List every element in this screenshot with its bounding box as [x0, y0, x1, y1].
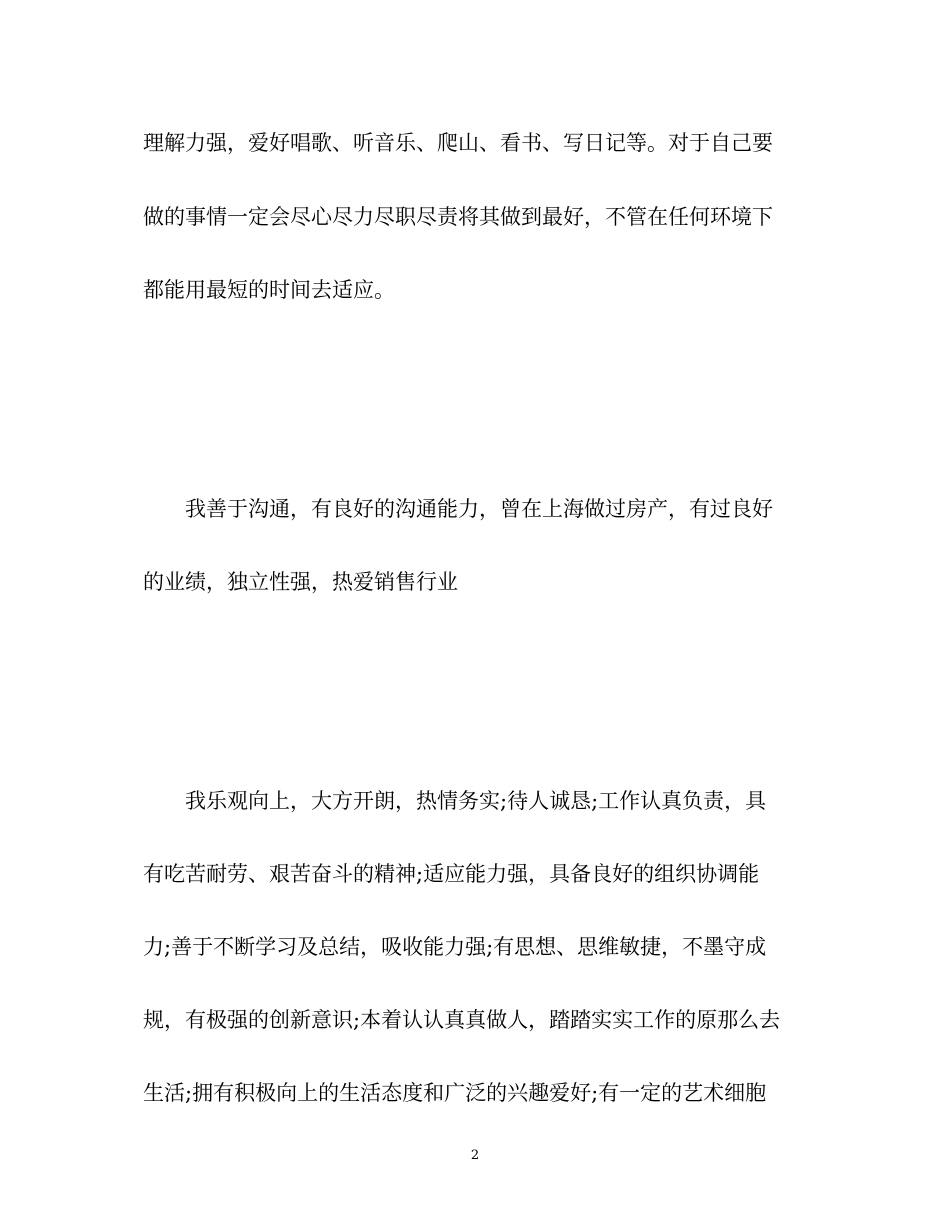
paragraph-1-line-1: 理解力强，爱好唱歌、听音乐、爬山、看书、写日记等。对于自己要: [143, 131, 773, 155]
paragraph-3-line-2: 有吃苦耐劳、艰苦奋斗的精神;适应能力强，具备良好的组织协调能: [143, 862, 760, 886]
paragraph-1-line-3: 都能用最短的时间去适应。: [143, 278, 395, 302]
page-number: 2: [470, 1148, 480, 1163]
paragraph-2-line-1: 我善于沟通，有良好的沟通能力，曾在上海做过房产，有过良好: [185, 497, 773, 521]
paragraph-1-line-2: 做的事情一定会尽心尽力尽职尽责将其做到最好，不管在任何环境下: [143, 205, 773, 229]
paragraph-3-line-4: 规，有极强的创新意识;本着认认真真做人，踏踏实实工作的原那么去: [143, 1008, 781, 1032]
paragraph-3-line-3: 力;善于不断学习及总结，吸收能力强;有思想、思维敏捷，不墨守成: [143, 935, 767, 959]
paragraph-3-line-1: 我乐观向上，大方开朗，热情务实;待人诚恳;工作认真负责，具: [185, 789, 767, 813]
paragraph-2-line-2: 的业绩，独立性强，热爱销售行业: [143, 570, 458, 594]
paragraph-3-line-5: 生活;拥有积极向上的生活态度和广泛的兴趣爱好;有一定的艺术细胞: [143, 1081, 767, 1105]
